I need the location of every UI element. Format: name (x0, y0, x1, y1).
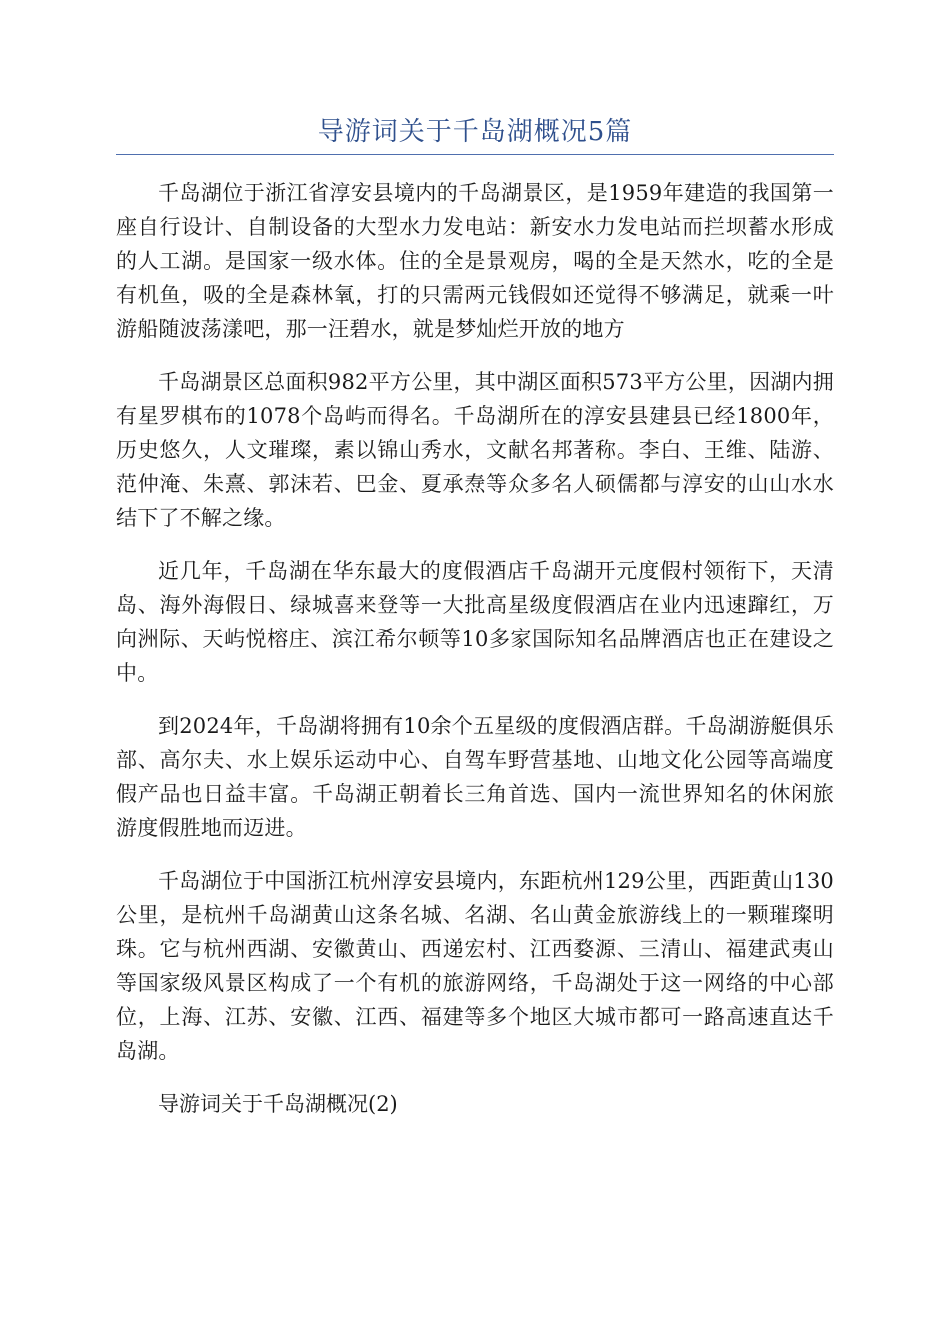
paragraph-4: 到2024年，千岛湖将拥有10余个五星级的度假酒店群。千岛湖游艇俱乐部、高尔夫、水上娱乐运动中心、自驾车野营基地、山地文化公园等高端度假产品也日益丰富。千岛湖正朝着长三角首选、国内一流世界知名的休闲旅游度假胜地而迈进。 (116, 714, 834, 840)
document-title: 导游词关于千岛湖概况5篇 (317, 117, 633, 147)
document-body (116, 176, 834, 1121)
paragraph-5: 千岛湖位于中国浙江杭州淳安县境内，东距杭州129公里，西距黄山130公里，是杭州千岛湖黄山这条名城、名湖、名山黄金旅游线上的一颗璀璨明珠。它与杭州西湖、安徽黄山、西递宏村、江西婺源、三清山、福建武夷山等国家级风景区构成了一个有机的旅游网络，千岛湖处于这一网络的中心部位，上海、江苏、安徽、江西、福建等多个地区大城市都可一路高速直达千岛湖。 (116, 869, 834, 1063)
title-underline (116, 154, 834, 155)
paragraph-2: 千岛湖景区总面积982平方公里，其中湖区面积573平方公里，因湖内拥有星罗棋布的1078个岛屿而得名。千岛湖所在的淳安县建县已经1800年，历史悠久，人文璀璨，素以锦山秀水，文献名邦著称。李白、王维、陆游、范仲淹、朱熹、郭沫若、巴金、夏承焘等众多名人硕儒都与淳安的山山水水结下了不解之缘。 (116, 370, 834, 530)
paragraph-1: 千岛湖位于浙江省淳安县境内的千岛湖景区，是1959年建造的我国第一座自行设计、自制设备的大型水力发电站：新安水力发电站而拦坝蓄水形成的人工湖。是国家一级水体。住的全是景观房，喝的全是天然水，吃的全是有机鱼，吸的全是森林氧，打的只需两元钱假如还觉得不够满足，就乘一叶游船随波荡漾吧，那一汪碧水，就是梦灿烂开放的地方 (116, 181, 834, 341)
section-subheading: 导游词关于千岛湖概况(2) (158, 1092, 398, 1116)
paragraph-3: 近几年，千岛湖在华东最大的度假酒店千岛湖开元度假村领衔下，天清岛、海外海假日、绿城喜来登等一大批高星级度假酒店在业内迅速蹿红，万向洲际、天屿悦榕庄、滨江希尔顿等10多家国际知名品牌酒店也正在建设之中。 (116, 559, 834, 685)
